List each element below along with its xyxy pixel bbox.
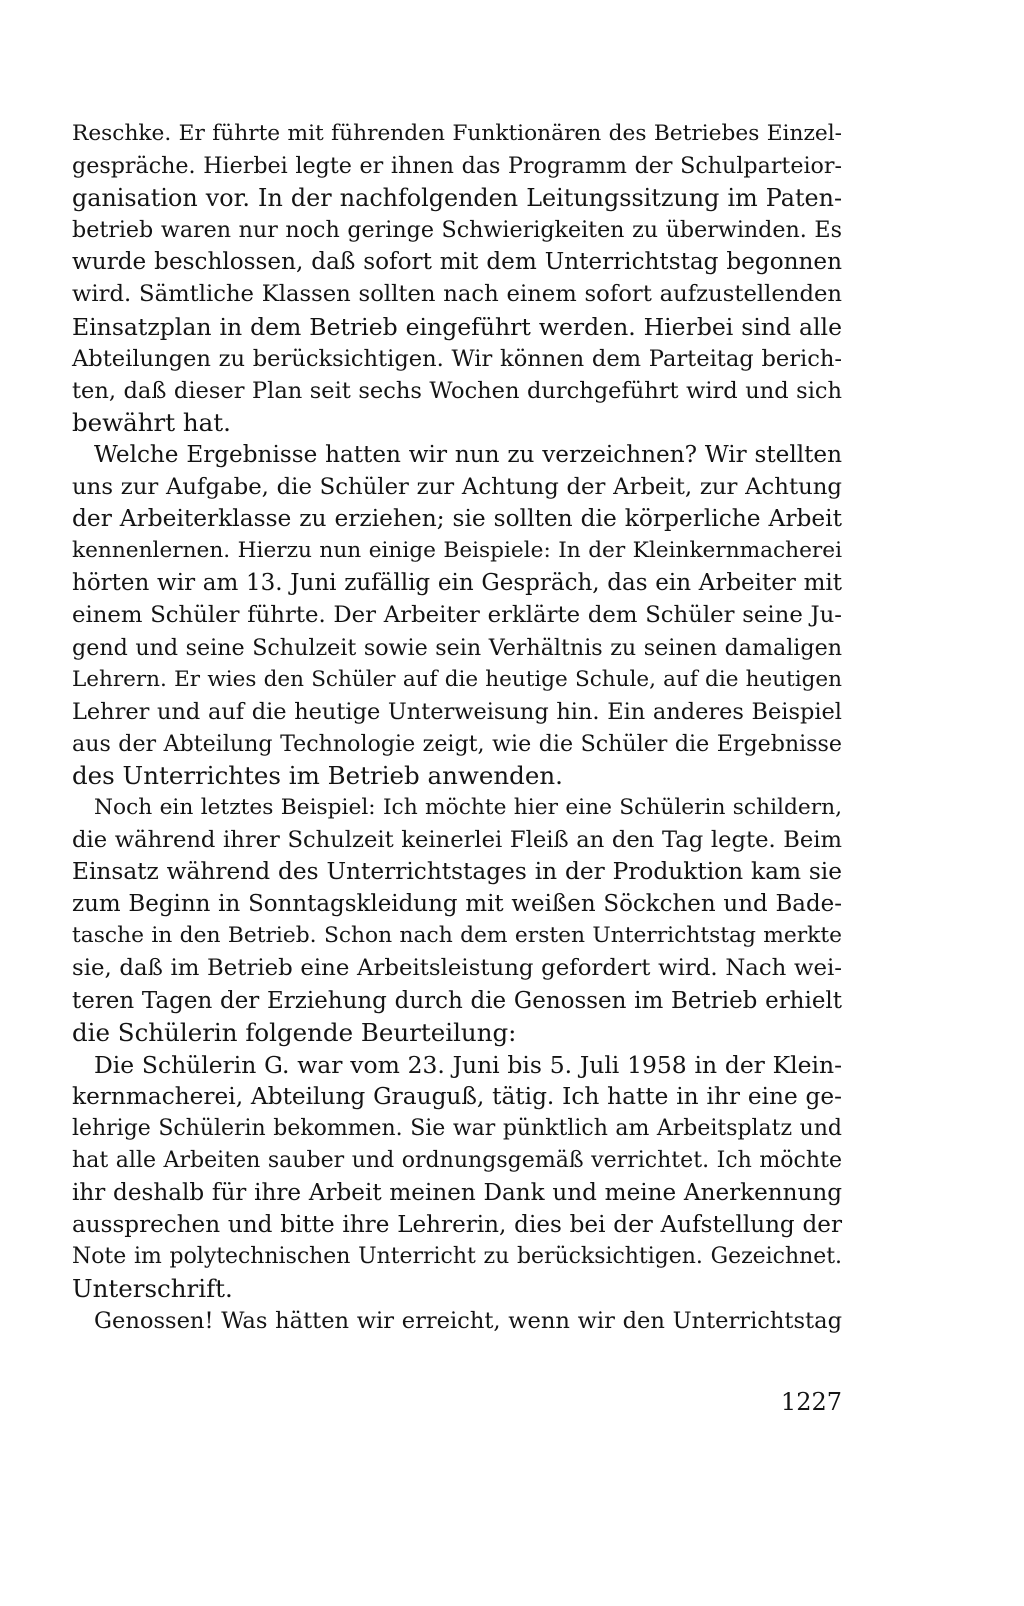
text-line: aus der Abteilung Technologie zeigt, wie die Schüler die Ergebnisse (72, 730, 842, 757)
text-line: hörten wir am 13. Juni zufällig ein Gespräch, das ein Arbeiter mit (72, 570, 842, 597)
text-line: teren Tagen der Erziehung durch die Genossen im Betrieb erhielt (72, 987, 842, 1014)
text-line: der Arbeiterklasse zu erziehen; sie sollten die körperliche Arbeit (72, 505, 842, 533)
text-line: Welche Ergebnisse hatten wir nun zu verzeichnen? Wir stellten (94, 441, 842, 468)
text-line: uns zur Aufgabe, die Schüler zur Achtung der Arbeit, zur Achtung (72, 474, 842, 501)
text-line: Einsatzplan in dem Betrieb eingeführt werden. Hierbei sind alle (72, 312, 842, 341)
text-line: die während ihrer Schulzeit keinerlei Fleiß an den Tag legte. Beim (72, 827, 842, 854)
text-line: kernmacherei, Abteilung Grauguß, tätig. Ich hatte in ihr eine ge- (72, 1082, 842, 1110)
text-line: betrieb waren nur noch geringe Schwierigkeiten zu überwinden. Es (72, 217, 842, 244)
text-line: zum Beginn in Sonntagskleidung mit weißen Söckchen und Bade- (72, 891, 842, 918)
text-line: einem Schüler führte. Der Arbeiter erklärte dem Schüler seine Ju- (72, 602, 842, 629)
text-line: ten, daß dieser Plan seit sechs Wochen durchgeführt wird und sich (72, 377, 842, 404)
text-line: kennenlernen. Hierzu nun einige Beispiele: In der Kleinkernmacherei (72, 538, 842, 564)
text-line: wird. Sämtliche Klassen sollten nach einem sofort aufzustellenden (72, 281, 842, 308)
text-line: lehrige Schülerin bekommen. Sie war pünktlich am Arbeitsplatz und (72, 1115, 842, 1141)
text-line: sie, daß im Betrieb eine Arbeitsleistung gefordert wird. Nach wei- (72, 955, 842, 982)
text-line: Abteilungen zu berücksichtigen. Wir können dem Parteitag berich- (72, 345, 842, 372)
text-line: die Schülerin folgende Beurteilung: (72, 1017, 517, 1047)
text-line: wurde beschlossen, daß sofort mit dem Unterrichtstag begonnen (72, 249, 842, 276)
text-line: gespräche. Hierbei legte er ihnen das Programm der Schulparteior- (72, 153, 842, 180)
text-line: des Unterrichtes im Betrieb anwenden. (72, 760, 563, 790)
text-line: Einsatz während des Unterrichtstages in der Produktion kam sie (72, 858, 842, 886)
text-line: ganisation vor. In der nachfolgenden Leitungssitzung im Paten- (72, 184, 842, 213)
text-line: Unterschrift. (72, 1274, 233, 1304)
text-line: Lehrern. Er wies den Schüler auf die heutige Schule, auf die heutigen (72, 666, 842, 692)
text-line: tasche in den Betrieb. Schon nach dem ersten Unterrichtstag merkte (72, 923, 842, 949)
text-line: gend und seine Schulzeit sowie sein Verhältnis zu seinen damaligen (72, 634, 842, 661)
text-line: bewährt hat. (72, 407, 231, 437)
body-text (72, 118, 842, 1338)
text-line: Genossen! Was hätten wir erreicht, wenn wir den Unterrichtstag (94, 1308, 842, 1335)
text-line: hat alle Arbeiten sauber und ordnungsgemäß verrichtet. Ich möchte (72, 1148, 842, 1173)
text-line: Reschke. Er führte mit führenden Funktionären des Betriebes Einzel- (72, 121, 842, 146)
text-line: Lehrer und auf die heutige Unterweisung hin. Ein anderes Beispiel (72, 698, 842, 725)
text-line: Noch ein letztes Beispiel: Ich möchte hier eine Schülerin schildern, (94, 794, 842, 820)
page-number: 1227 (780, 1388, 842, 1416)
text-line: ihr deshalb für ihre Arbeit meinen Dank und meine Anerkennung (72, 1180, 842, 1207)
text-line: aussprechen und bitte ihre Lehrerin, dies bei der Aufstellung der (72, 1212, 842, 1239)
text-line: Die Schülerin G. war vom 23. Juni bis 5. Juli 1958 in der Klein- (94, 1050, 842, 1079)
text-line: Note im polytechnischen Unterricht zu berücksichtigen. Gezeichnet. (72, 1244, 842, 1270)
